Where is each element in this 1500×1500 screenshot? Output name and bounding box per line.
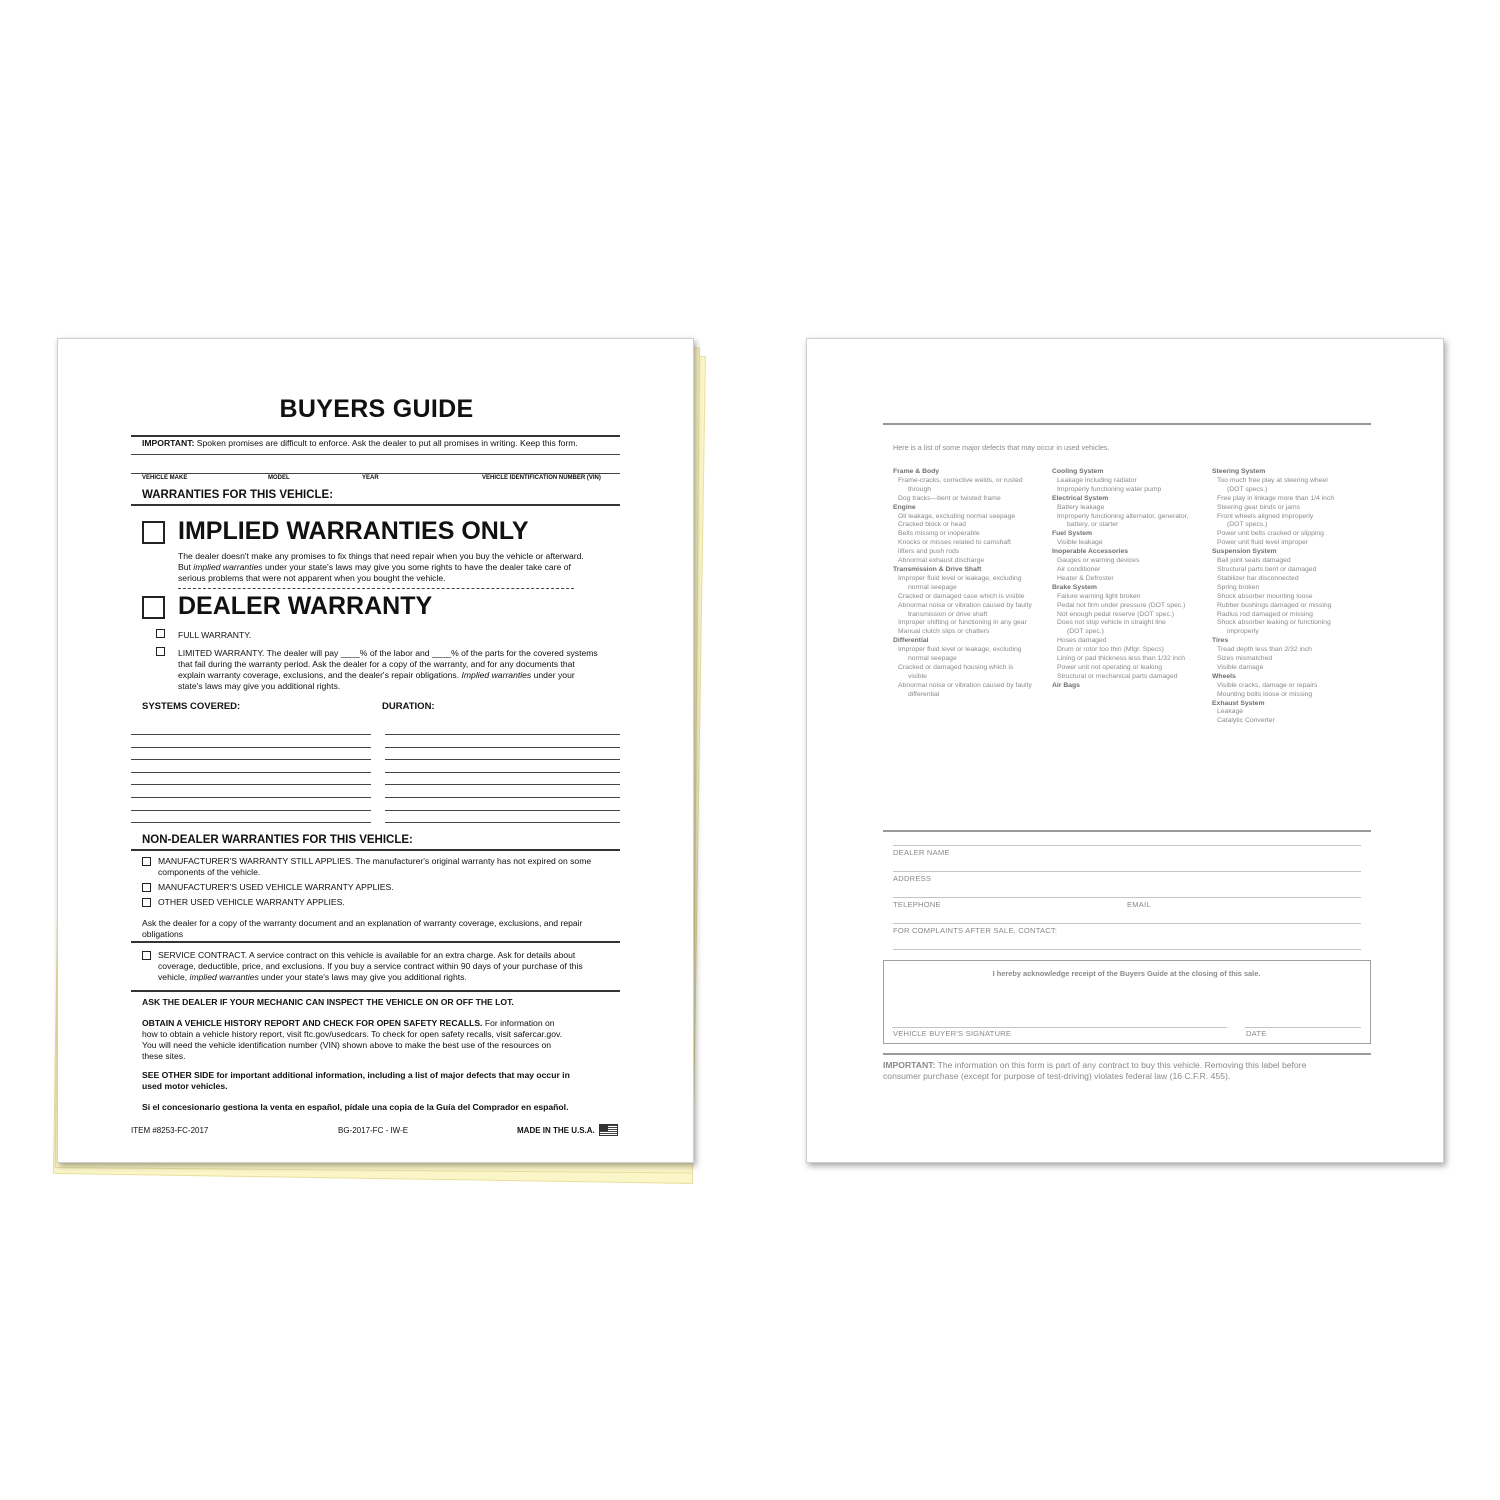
ask-copy-line-2: obligations (142, 929, 184, 939)
divider (131, 435, 620, 437)
defect-item: Hoses damaged (1057, 637, 1107, 645)
defect-item: Cracked block or head (898, 521, 967, 529)
model-label: MODEL (268, 475, 290, 481)
defect-item: Leakage (1217, 708, 1244, 716)
text-run: The information on this form is part of any contract to buy this vehicle. Removing this label before (935, 1060, 1307, 1070)
defect-item: Structural parts bent or damaged (1217, 565, 1317, 573)
defect-item: Steering gear binds or jams (1217, 503, 1301, 511)
defect-item: Stabilizer bar disconnected (1217, 574, 1299, 582)
defect-category-heading: Fuel System (1052, 530, 1093, 538)
text-run-bold: IMPORTANT: (883, 1060, 936, 1070)
history-line-4: these sites. (142, 1051, 186, 1061)
write-in-line[interactable] (385, 810, 620, 811)
flag-canton (600, 1125, 608, 1131)
dealer-name-label: DEALER NAME (893, 848, 950, 857)
defect-item: Mounting bolts loose or missing (1217, 690, 1313, 698)
text-run-bold: OBTAIN A VEHICLE HISTORY REPORT AND CHECK FOR OPEN SAFETY RECALLS. (142, 1018, 483, 1028)
divider (883, 1053, 1371, 1055)
email-label: EMAIL (1127, 900, 1151, 909)
defect-category-heading: Exhaust System (1212, 699, 1265, 707)
defect-item: Failure warning light broken (1057, 592, 1141, 600)
defect-item: Power unit not operating or leaking (1057, 663, 1163, 671)
limited-line-4: state's laws may give you additional rights. (178, 681, 341, 691)
defect-item: Does not stop vehicle in straight line (1057, 619, 1166, 627)
defect-item: Belts missing or inoperable (898, 530, 980, 538)
acknowledgment-box (883, 960, 1371, 1044)
divider (131, 473, 620, 474)
complaints-label: FOR COMPLAINTS AFTER SALE, CONTACT: (893, 926, 1058, 935)
write-in-line[interactable] (385, 747, 620, 748)
service-line-2: coverage, deductible, price, and exclusions. If you buy a service contract within 90 days of your purchase of this (158, 961, 583, 971)
service-line-1: SERVICE CONTRACT. A service contract on this vehicle is available for an extra charge. Ask for details about (158, 950, 576, 960)
defect-item: Power unit belts cracked or slipping (1217, 530, 1324, 538)
defect-item: Front wheels aligned improperly (1217, 512, 1314, 520)
defect-item: (DOT specs.) (1227, 485, 1268, 493)
see-other-side-text (142, 1070, 570, 1092)
defect-item: Cracked or damaged case which is visible (898, 592, 1025, 600)
defect-item: Visible leakage (1057, 539, 1103, 547)
dealer-name-field[interactable] (893, 871, 1361, 872)
defect-category-heading: Brake System (1052, 583, 1097, 591)
history-line-1 (142, 1018, 562, 1029)
defect-category-heading: Frame & Body (893, 468, 940, 475)
acknowledgment-text: I hereby acknowledge receipt of the Buyers Guide at the closing of this sale. (992, 969, 1261, 978)
manufacturer-line-1: MANUFACTURER'S WARRANTY STILL APPLIES. The manufacturer's original warranty has not expired on some (158, 856, 592, 866)
defect-item: Sizes mismatched (1217, 655, 1273, 663)
full-warranty-label: FULL WARRANTY. (178, 630, 252, 640)
defect-item: Visible damage (1217, 663, 1264, 671)
limited-warranty-checkbox[interactable] (156, 647, 165, 656)
defect-item: Catalytic Converter (1217, 717, 1275, 725)
warranties-heading: WARRANTIES FOR THIS VEHICLE: (142, 489, 334, 501)
defect-item: through (908, 485, 932, 493)
full-warranty-checkbox[interactable] (156, 629, 165, 638)
text-run: vehicle, (158, 972, 190, 982)
implied-line-3: serious problems that were not apparent when you bought the vehicle. (178, 573, 446, 583)
important-text: Spoken promises are difficult to enforce. Ask the dealer to put all promises in writing. Keep this form. (196, 438, 578, 448)
defect-item: transmission or drive shaft (908, 610, 988, 618)
defect-item: Pedal not firm under pressure (DOT spec.) (1057, 601, 1186, 609)
duration-label: DURATION: (382, 701, 435, 712)
service-line-3 (158, 972, 583, 983)
defects-column-1 (893, 468, 1048, 700)
defect-item: Not enough pedal reserve (DOT spec.) (1057, 610, 1174, 618)
write-in-line[interactable] (385, 784, 620, 785)
back-important-line-1 (883, 1060, 1306, 1071)
text-run-italic: Implied warranties (461, 670, 532, 680)
write-in-line[interactable] (131, 747, 371, 748)
defect-item: battery, or starter (1067, 521, 1119, 529)
defect-item: differential (908, 690, 940, 698)
defect-item: Abnormal exhaust discharge (898, 557, 985, 565)
spanish-notice: Si el concesionario gestiona la venta en español, pídale una copia de la Guía del Comprador en español. (142, 1102, 569, 1112)
defect-item: Tread depth less than 2/32 inch (1217, 646, 1312, 654)
signature-line[interactable] (892, 1027, 1227, 1028)
defect-category-heading: Differential (893, 637, 929, 645)
vehicle-make-label: VEHICLE MAKE (142, 475, 188, 481)
form-title: BUYERS GUIDE (279, 395, 474, 423)
write-in-line[interactable] (131, 797, 371, 798)
defect-item: Gauges or warning devices (1057, 557, 1140, 565)
address-field[interactable] (893, 897, 1361, 898)
defect-item: Improper shifting or functioning in any gear (898, 619, 1027, 627)
write-in-line[interactable] (385, 759, 620, 760)
defect-item: Spring broken (1217, 583, 1260, 591)
limited-line-1: LIMITED WARRANTY. The dealer will pay ____% of the labor and ____% of the parts for the covered systems (178, 648, 598, 658)
defects-column-2 (1052, 468, 1207, 691)
write-in-line[interactable] (385, 772, 620, 773)
divider (131, 849, 620, 851)
defect-category-heading: Inoperable Accessories (1052, 548, 1129, 556)
history-line-2: how to obtain a vehicle history report, visit ftc.gov/usedcars. To check for open safety recalls, visit safercar.gov. (142, 1029, 563, 1039)
defect-item: Improper fluid level or leakage, excluding (898, 574, 1022, 582)
systems-covered-label: SYSTEMS COVERED: (142, 701, 241, 712)
defect-item: improperly (1227, 628, 1259, 636)
telephone-label: TELEPHONE (893, 900, 941, 909)
vehicle-history-text (142, 1018, 562, 1062)
defect-category-heading: Cooling System (1052, 468, 1104, 475)
defect-item: Shock absorber leaking or functioning (1217, 619, 1331, 627)
limited-line-2: that fail during the warranty period. Ask the dealer for a copy of the warranty, and for any documents that (178, 659, 575, 669)
defect-item: Leakage including radiator (1057, 476, 1137, 484)
defect-category-heading: Suspension System (1212, 548, 1277, 556)
service-contract-text (158, 950, 583, 983)
other-used-warranty-label: OTHER USED VEHICLE WARRANTY APPLIES. (158, 897, 345, 907)
defect-item: Rubber bushings damaged or missing (1217, 601, 1332, 609)
see-other-line-1: SEE OTHER SIDE for important additional information, including a list of major defects that may occur in (142, 1070, 570, 1080)
defect-item: Ball joint seals damaged (1217, 557, 1291, 565)
text-run: under your (531, 670, 575, 680)
defect-item: Free play in linkage more than 1/4 inch (1217, 494, 1335, 502)
ask-copy-line-1: Ask the dealer for a copy of the warranty document and an explanation of warranty coverage, exclusions, and repair (142, 918, 583, 928)
date-line[interactable] (1245, 1027, 1361, 1028)
defect-item: Abnormal noise or vibration caused by faulty (898, 681, 1032, 689)
defect-item: lifters and push rods (898, 548, 960, 556)
item-number: ITEM #8253-FC-2017 (131, 1126, 209, 1135)
defects-column-3 (1212, 468, 1372, 726)
text-run: under your state's laws may give you some rights to have the dealer take care of (262, 562, 571, 572)
implied-warranties-checkbox[interactable] (142, 521, 165, 544)
defect-item: Cracked or damaged housing which is (898, 663, 1014, 671)
implied-line-1: The dealer doesn't make any promises to fix things that need repair when you buy the vehicle or afterward. (178, 551, 584, 561)
buyers-guide-back (806, 338, 1444, 1163)
other-used-warranty-checkbox[interactable] (142, 898, 151, 907)
defect-item: Improperly functioning water pump (1057, 485, 1162, 493)
used-vehicle-warranty-label: MANUFACTURER'S USED VEHICLE WARRANTY APPLIES. (158, 882, 394, 892)
defect-item: Air conditioner (1057, 565, 1101, 573)
back-important-notice (883, 1060, 1306, 1082)
defect-item: Improperly functioning alternator, generator, (1057, 512, 1189, 520)
us-flag-icon (599, 1124, 618, 1136)
see-other-line-2: used motor vehicles. (142, 1081, 228, 1091)
write-in-line[interactable] (131, 734, 371, 735)
manufacturer-warranty-text (158, 856, 591, 878)
history-line-3: You will need the vehicle identification number (VIN) shown above to make the best use of the resources on (142, 1040, 552, 1050)
defect-item: visible (908, 672, 927, 680)
defect-item: Drum or rotor too thin (Mfgr. Specs) (1057, 646, 1164, 654)
defect-item: Manual clutch slips or chatters (898, 628, 990, 636)
telephone-email-field[interactable] (893, 923, 1361, 924)
implied-warranties-text (178, 551, 584, 584)
defect-item: Too much free play at steering wheel (1217, 476, 1328, 484)
defect-category-heading: Air Bags (1052, 681, 1080, 689)
dealer-warranty-title: DEALER WARRANTY (178, 592, 433, 620)
vin-label: VEHICLE IDENTIFICATION NUMBER (VIN) (482, 475, 601, 481)
date-label: DATE (1246, 1029, 1267, 1038)
dashed-divider (178, 588, 574, 589)
defect-item: Shock absorber mounting loose (1217, 592, 1313, 600)
defect-item: Structural or mechanical parts damaged (1057, 672, 1178, 680)
defect-item: Heater & Defroster (1057, 574, 1114, 582)
defect-item: Frame-cracks, corrective welds, or rusted (898, 476, 1023, 484)
implied-warranties-title: IMPLIED WARRANTIES ONLY (178, 517, 529, 545)
divider (883, 830, 1371, 832)
write-in-line[interactable] (131, 784, 371, 785)
back-important-line-2: consumer purchase (except for purpose of test-driving) violates federal law (16 C.F.R. 455). (883, 1071, 1231, 1081)
ask-copy-text (142, 918, 582, 940)
write-in-line[interactable] (385, 822, 620, 823)
text-run: explain warranty coverage, exclusions, and the dealer's repair obligations. (178, 670, 462, 680)
defects-intro: Here is a list of some major defects that may occur in used vehicles. (893, 443, 1110, 452)
ask-mechanic-text: ASK THE DEALER IF YOUR MECHANIC CAN INSPECT THE VEHICLE ON OR OFF THE LOT. (142, 997, 514, 1007)
manufacturer-warranty-checkbox[interactable] (142, 857, 151, 866)
dealer-warranty-checkbox[interactable] (142, 596, 165, 619)
divider (131, 990, 620, 992)
address-label: ADDRESS (893, 874, 932, 883)
write-in-line[interactable] (131, 772, 371, 773)
form-code: BG-2017-FC - IW-E (338, 1126, 409, 1135)
defect-category-heading: Electrical System (1052, 494, 1109, 502)
write-in-line[interactable] (385, 734, 620, 735)
divider (131, 504, 620, 506)
defect-item: Lining or pad thickness less than 1/32 inch (1057, 655, 1186, 663)
defect-category-heading: Tires (1212, 637, 1229, 645)
defect-item: Knocks or misses related to camshaft (898, 539, 1011, 547)
text-run: under your state's laws may give you additional rights. (258, 972, 467, 982)
defect-item: (DOT spec.) (1067, 628, 1104, 636)
defect-item: Visible cracks, damage or repairs (1217, 681, 1318, 689)
year-label: YEAR (362, 475, 379, 481)
divider (131, 454, 620, 455)
defect-item: normal seepage (908, 655, 957, 663)
defect-item: Dog tracks—bent or twisted frame (898, 494, 1001, 502)
divider (883, 423, 1371, 425)
made-in-label: MADE IN THE U.S.A. (517, 1126, 595, 1135)
limited-line-3 (178, 670, 598, 681)
write-in-line[interactable] (385, 797, 620, 798)
used-vehicle-warranty-checkbox[interactable] (142, 883, 151, 892)
text-run-italic: implied warranties (193, 562, 263, 572)
manufacturer-line-2: components of the vehicle. (158, 867, 261, 877)
text-run: But (178, 562, 194, 572)
implied-line-2 (178, 562, 584, 573)
important-label: IMPORTANT: (142, 438, 195, 448)
write-in-line[interactable] (131, 759, 371, 760)
limited-warranty-text (178, 648, 598, 692)
defect-category-heading: Wheels (1212, 672, 1236, 680)
defect-item: Battery leakage (1057, 503, 1105, 511)
defect-item: normal seepage (908, 583, 957, 591)
important-notice (142, 438, 578, 449)
defect-item: (DOT specs.) (1227, 521, 1268, 529)
write-in-line[interactable] (131, 810, 371, 811)
defect-item: Power unit fluid level improper (1217, 539, 1309, 547)
service-contract-checkbox[interactable] (142, 951, 151, 960)
defect-item: Abnormal noise or vibration caused by faulty (898, 601, 1032, 609)
defect-category-heading: Transmission & Drive Shaft (893, 565, 982, 573)
buyers-guide-front (57, 338, 694, 1163)
defect-item: Radius rod damaged or missing (1217, 610, 1313, 618)
complaints-field[interactable] (893, 949, 1361, 950)
defect-category-heading: Steering System (1212, 468, 1266, 475)
write-in-line[interactable] (131, 822, 371, 823)
divider (131, 941, 620, 943)
divider (893, 845, 1361, 846)
defect-item: Oil leakage, excluding normal seepage (898, 512, 1016, 520)
text-run: For information on (482, 1018, 555, 1028)
defect-item: Improper fluid level or leakage, excluding (898, 646, 1022, 654)
non-dealer-heading: NON-DEALER WARRANTIES FOR THIS VEHICLE: (142, 834, 413, 846)
text-run-italic: implied warranties (189, 972, 259, 982)
signature-label: VEHICLE BUYER'S SIGNATURE (893, 1029, 1012, 1038)
defect-category-heading: Engine (893, 503, 916, 511)
